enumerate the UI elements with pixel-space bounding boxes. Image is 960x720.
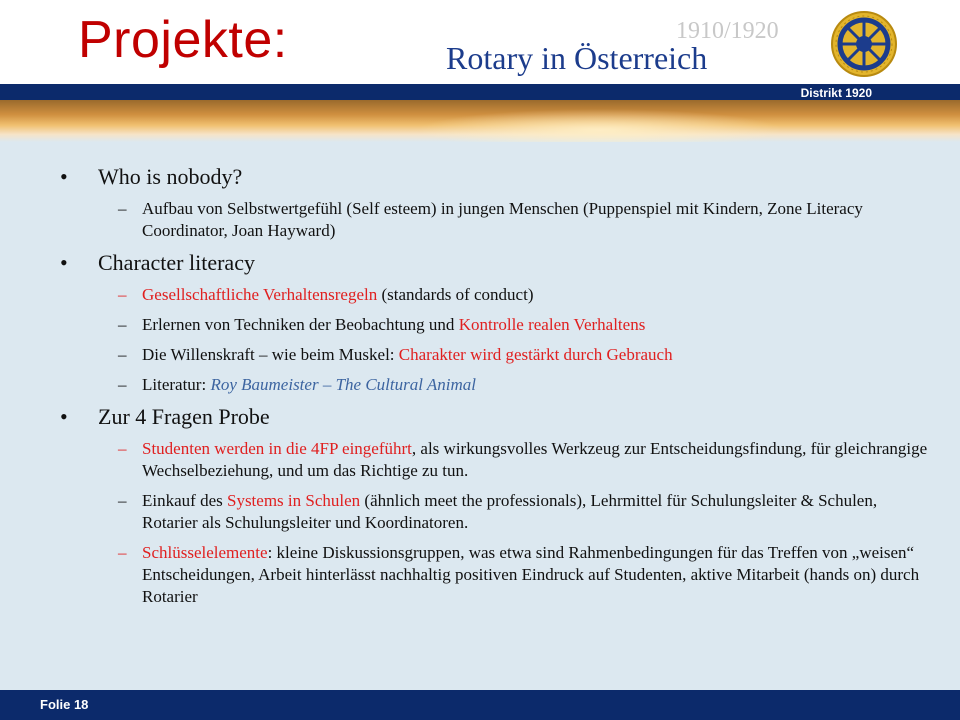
- bullet-text: Character literacy: [98, 250, 255, 275]
- rotary-wheel-icon: [830, 10, 898, 78]
- sub-bullet-text: Einkauf des: [142, 491, 227, 510]
- sub-bullet-item: [60, 542, 930, 608]
- slide-number: Folie 18: [40, 697, 89, 712]
- sub-bullet-item: [60, 490, 930, 534]
- bullet-marker: •: [60, 250, 68, 275]
- sunset-banner: [0, 100, 960, 142]
- highlight-text: Charakter wird gestärkt durch Gebrauch: [398, 345, 673, 364]
- footer-bar: [0, 690, 960, 720]
- literature-reference: Roy Baumeister – The Cultural Animal: [210, 375, 476, 394]
- highlight-text: Kontrolle realen Verhaltens: [458, 315, 646, 334]
- sub-bullet-text: : kleine Diskussionsgruppen, was etwa sind Rahmenbedingungen für das Treffen von „weisen“ Entscheidungen, Arbeit hinterlässt nachhaltig positiven Eindruck auf Studenten, aktive Mitarbeit (hands on) durch Rotarier: [142, 543, 920, 606]
- sub-bullet-text: Aufbau von Selbstwertgefühl (Self esteem) in jungen Menschen (Puppenspiel mit Kindern, Zone Literacy Coordinator, Joan Hayward): [142, 199, 863, 240]
- dash-marker: –: [118, 345, 127, 364]
- dash-marker: –: [118, 543, 127, 562]
- sub-bullet-item: [60, 374, 930, 396]
- district-label: Distrikt 1920: [800, 86, 872, 100]
- slide-title: Projekte:: [78, 11, 288, 69]
- dash-marker: –: [118, 285, 127, 304]
- highlight-text: Schlüsselelemente: [142, 543, 268, 562]
- bullet-text: Zur 4 Fragen Probe: [98, 404, 270, 429]
- highlight-text: Gesellschaftliche Verhaltensregeln: [142, 285, 378, 304]
- sub-bullet-text: (ähnlich meet the professionals), Lehrmittel für Schulungsleiter & Schulen, Rotarier als Schulungsleiter und Koordinatoren.: [142, 491, 878, 532]
- dash-marker: –: [118, 439, 127, 458]
- bullet-marker: •: [60, 404, 68, 429]
- highlight-text: Studenten werden in die 4FP eingeführt: [142, 439, 412, 458]
- sub-bullet-text: (standards of conduct): [377, 285, 534, 304]
- bullet-item: [60, 164, 930, 190]
- sub-bullet-text: , als wirkungsvolles Werkzeug zur Entscheidungsfindung, für gleichrangige Wechselbeziehung, und um das Richtige zu tun.: [142, 439, 928, 480]
- slide-header: [0, 0, 960, 84]
- sub-bullet-item: [60, 438, 930, 482]
- sub-bullet-text: Literatur:: [142, 375, 211, 394]
- sub-bullet-text: Die Willenskraft – wie beim Muskel:: [142, 345, 399, 364]
- slide-subtitle: Rotary in Österreich: [446, 40, 708, 76]
- bullet-item: [60, 404, 930, 430]
- dash-marker: –: [118, 199, 127, 218]
- bullet-marker: •: [60, 164, 68, 189]
- bullet-text: Who is nobody?: [98, 164, 243, 189]
- sub-bullet-text: Erlernen von Techniken der Beobachtung und: [142, 315, 459, 334]
- sub-bullet-item: [60, 344, 930, 366]
- dash-marker: –: [118, 375, 127, 394]
- bullet-item: [60, 250, 930, 276]
- sub-bullet-item: [60, 284, 930, 306]
- sub-bullet-item: [60, 198, 930, 242]
- highlight-text: Systems in Schulen: [226, 491, 361, 510]
- dash-marker: –: [118, 315, 127, 334]
- slide-content: [60, 164, 930, 616]
- sub-bullet-item: [60, 314, 930, 336]
- dash-marker: –: [118, 491, 127, 510]
- years-label: 1910/1920: [676, 18, 779, 44]
